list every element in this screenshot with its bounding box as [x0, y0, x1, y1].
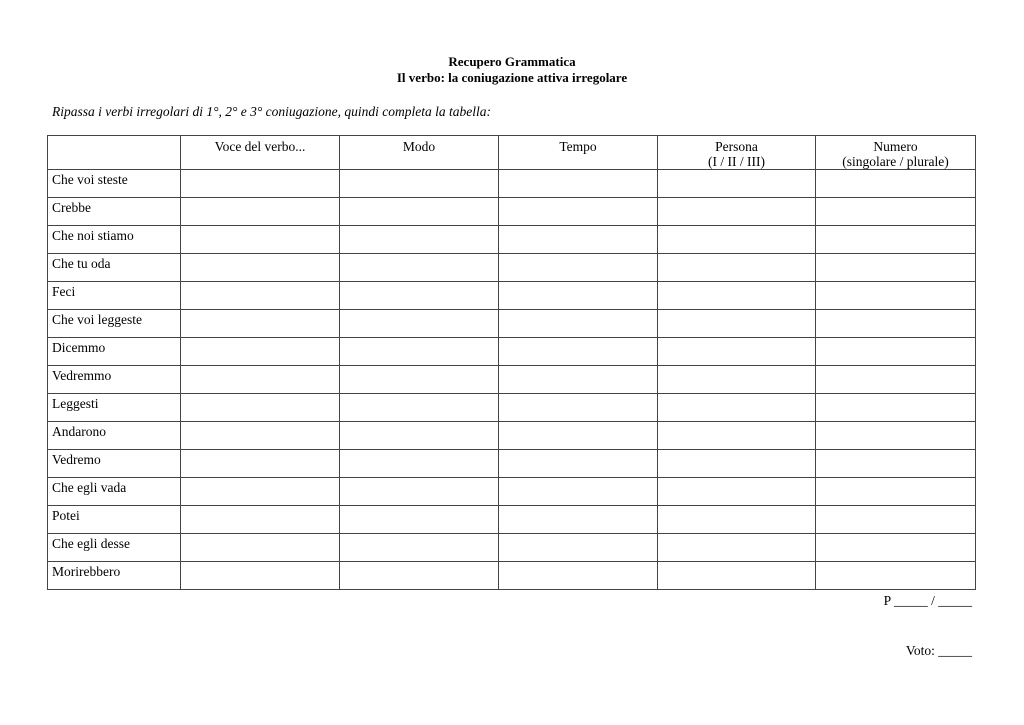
persona-answer-cell[interactable]	[658, 338, 816, 366]
table-row	[48, 394, 976, 422]
tempo-answer-cell[interactable]	[499, 394, 658, 422]
table-row	[48, 170, 976, 198]
verb-form-cell: Che egli vada	[48, 478, 181, 506]
table-header-row	[48, 136, 976, 170]
header-persona-label: Persona	[715, 139, 758, 154]
verb-form-cell: Che tu oda	[48, 254, 181, 282]
numero-answer-cell[interactable]	[816, 394, 976, 422]
persona-answer-cell[interactable]	[658, 478, 816, 506]
table-row	[48, 478, 976, 506]
points-score: P _____ / _____	[883, 593, 972, 608]
table-row	[48, 506, 976, 534]
tempo-answer-cell[interactable]	[499, 534, 658, 562]
verb-form-cell: Che voi leggeste	[48, 310, 181, 338]
header-persona-hint: (I / II / III)	[708, 154, 765, 169]
table-row	[48, 254, 976, 282]
header-tempo-label: Tempo	[559, 139, 597, 154]
modo-answer-cell[interactable]	[340, 422, 499, 450]
table-row	[48, 282, 976, 310]
voce-answer-cell[interactable]	[181, 478, 340, 506]
persona-answer-cell[interactable]	[658, 450, 816, 478]
persona-answer-cell[interactable]	[658, 562, 816, 590]
verb-form-cell: Che egli desse	[48, 534, 181, 562]
modo-answer-cell[interactable]	[340, 478, 499, 506]
persona-answer-cell[interactable]	[658, 366, 816, 394]
voce-answer-cell[interactable]	[181, 394, 340, 422]
conjugation-table	[47, 135, 976, 590]
tempo-answer-cell[interactable]	[499, 282, 658, 310]
modo-answer-cell[interactable]	[340, 366, 499, 394]
modo-answer-cell[interactable]	[340, 338, 499, 366]
modo-answer-cell[interactable]	[340, 254, 499, 282]
numero-answer-cell[interactable]	[816, 534, 976, 562]
verb-form-cell: Morirebbero	[48, 562, 181, 590]
tempo-answer-cell[interactable]	[499, 422, 658, 450]
voce-answer-cell[interactable]	[181, 310, 340, 338]
modo-answer-cell[interactable]	[340, 562, 499, 590]
verb-form-cell: Potei	[48, 506, 181, 534]
tempo-answer-cell[interactable]	[499, 506, 658, 534]
table-row	[48, 366, 976, 394]
persona-answer-cell[interactable]	[658, 422, 816, 450]
numero-answer-cell[interactable]	[816, 226, 976, 254]
modo-answer-cell[interactable]	[340, 282, 499, 310]
verb-form-cell: Vedremo	[48, 450, 181, 478]
modo-answer-cell[interactable]	[340, 226, 499, 254]
header-numero	[816, 136, 976, 170]
tempo-answer-cell[interactable]	[499, 226, 658, 254]
persona-answer-cell[interactable]	[658, 198, 816, 226]
tempo-answer-cell[interactable]	[499, 450, 658, 478]
voce-answer-cell[interactable]	[181, 170, 340, 198]
numero-answer-cell[interactable]	[816, 450, 976, 478]
header-voce	[181, 136, 340, 170]
persona-answer-cell[interactable]	[658, 506, 816, 534]
voce-answer-cell[interactable]	[181, 282, 340, 310]
header-modo-label: Modo	[402, 139, 436, 154]
voce-answer-cell[interactable]	[181, 450, 340, 478]
numero-answer-cell[interactable]	[816, 310, 976, 338]
verb-form-cell: Andarono	[48, 422, 181, 450]
verb-form-cell: Vedremmo	[48, 366, 181, 394]
modo-answer-cell[interactable]	[340, 506, 499, 534]
modo-answer-cell[interactable]	[340, 170, 499, 198]
header-numero-label: Numero	[873, 139, 918, 154]
tempo-answer-cell[interactable]	[499, 338, 658, 366]
numero-answer-cell[interactable]	[816, 422, 976, 450]
table-row	[48, 226, 976, 254]
persona-answer-cell[interactable]	[658, 226, 816, 254]
instruction-text: Ripassa i verbi irregolari di 1°, 2° e 3° coniugazione, quindi completa la tabella:	[52, 104, 492, 119]
voce-answer-cell[interactable]	[181, 506, 340, 534]
header-persona	[658, 136, 816, 170]
numero-answer-cell[interactable]	[816, 338, 976, 366]
voce-answer-cell[interactable]	[181, 254, 340, 282]
header-blank-cell	[48, 136, 181, 170]
table-body	[48, 170, 976, 590]
numero-answer-cell[interactable]	[816, 198, 976, 226]
modo-answer-cell[interactable]	[340, 394, 499, 422]
numero-answer-cell[interactable]	[816, 562, 976, 590]
verb-form-cell: Che voi steste	[48, 170, 181, 198]
table-row	[48, 450, 976, 478]
tempo-answer-cell[interactable]	[499, 254, 658, 282]
persona-answer-cell[interactable]	[658, 394, 816, 422]
header-numero-hint: (singolare / plurale)	[842, 154, 949, 169]
table-row	[48, 422, 976, 450]
voce-answer-cell[interactable]	[181, 366, 340, 394]
numero-answer-cell[interactable]	[816, 478, 976, 506]
numero-answer-cell[interactable]	[816, 282, 976, 310]
table-row	[48, 310, 976, 338]
persona-answer-cell[interactable]	[658, 170, 816, 198]
tempo-answer-cell[interactable]	[499, 366, 658, 394]
verb-form-cell: Leggesti	[48, 394, 181, 422]
persona-answer-cell[interactable]	[658, 254, 816, 282]
tempo-answer-cell[interactable]	[499, 478, 658, 506]
table-row	[48, 198, 976, 226]
verb-form-cell: Che noi stiamo	[48, 226, 181, 254]
verb-form-cell: Crebbe	[48, 198, 181, 226]
table-row	[48, 534, 976, 562]
table-row	[48, 562, 976, 590]
verb-form-cell: Dicemmo	[48, 338, 181, 366]
voce-answer-cell[interactable]	[181, 198, 340, 226]
modo-answer-cell[interactable]	[340, 534, 499, 562]
tempo-answer-cell[interactable]	[499, 170, 658, 198]
tempo-answer-cell[interactable]	[499, 310, 658, 338]
grade-score: Voto: _____	[905, 643, 972, 658]
voce-answer-cell[interactable]	[181, 562, 340, 590]
modo-answer-cell[interactable]	[340, 310, 499, 338]
numero-answer-cell[interactable]	[816, 170, 976, 198]
worksheet-title: Recupero Grammatica	[448, 54, 576, 69]
voce-answer-cell[interactable]	[181, 422, 340, 450]
modo-answer-cell[interactable]	[340, 450, 499, 478]
header-tempo	[499, 136, 658, 170]
persona-answer-cell[interactable]	[658, 534, 816, 562]
tempo-answer-cell[interactable]	[499, 198, 658, 226]
voce-answer-cell[interactable]	[181, 226, 340, 254]
persona-answer-cell[interactable]	[658, 282, 816, 310]
modo-answer-cell[interactable]	[340, 198, 499, 226]
numero-answer-cell[interactable]	[816, 366, 976, 394]
verb-form-cell: Feci	[48, 282, 181, 310]
tempo-answer-cell[interactable]	[499, 562, 658, 590]
table-row	[48, 338, 976, 366]
worksheet-subtitle: Il verbo: la coniugazione attiva irregolare	[396, 70, 628, 85]
voce-answer-cell[interactable]	[181, 534, 340, 562]
header-modo	[340, 136, 499, 170]
persona-answer-cell[interactable]	[658, 310, 816, 338]
voce-answer-cell[interactable]	[181, 338, 340, 366]
numero-answer-cell[interactable]	[816, 254, 976, 282]
numero-answer-cell[interactable]	[816, 506, 976, 534]
header-voce-label: Voce del verbo...	[214, 139, 306, 154]
